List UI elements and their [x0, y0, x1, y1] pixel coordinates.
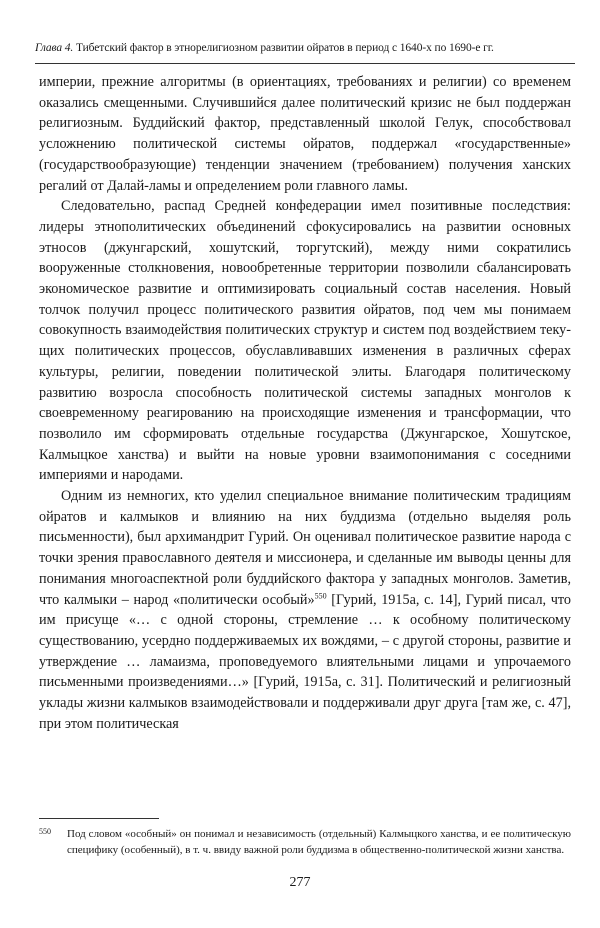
- footnote-text: Под словом «особный» он понимал и независимость (отдельный) Калмыцкого ханства, и ее политическую специфику (особенный), в т. ч. ввиду важной роли буддизма в общественно-политической жизни ханства.: [67, 828, 571, 857]
- header-divider: [35, 63, 575, 64]
- footnote-divider: [39, 818, 159, 819]
- footnote: [39, 826, 571, 859]
- footnote-number: 550: [39, 827, 51, 836]
- paragraph-1: империи, прежние алгоритмы (в ориентациях, требованиях и религии) со временем оказались смещенными. Случившийся далее политический кризис не был поддержан религиозным. Буддийский фактор, представленный школой Гелук, способствовал усложнению политической системы ойратов, поддержал «государственные» (государствообразующие) тенденции значением (требованием) получения ханских регалий от Далай-ламы и определением роли главного ламы.: [39, 74, 571, 194]
- page-number: 277: [289, 875, 311, 890]
- paragraph-3-part-1: Одним из немногих, кто уделил специальное внимание политическим традициям ойратов и калмыков и влиянию на них буддизма (отдельно выделяя роль письменности), был архимандрит Гурий. Он оценивал политическое развитие народа с точки зрения православного деятеля и миссионера, и сделанные им выводы ценны для понимания многоаспектной роли буддийского фактора у западных монголов. Заметив, что калмыки – народ «политически особый»: [39, 488, 571, 608]
- footnote-reference: 550: [314, 590, 327, 600]
- header-chapter: Глава 4.: [35, 42, 74, 54]
- main-text: [39, 72, 571, 735]
- header-title: Тибетский фактор в этнорелигиозном развитии ойратов в период с 1640-х по 1690-е гг.: [75, 42, 494, 54]
- running-header: [35, 41, 575, 55]
- paragraph-3: [39, 486, 571, 734]
- paragraph-3-part-2: [Гурий, 1915a, c. 14], Гурий писал, что им присуще «… с одной стороны, стремление … к особному политическому существованию, усердно поддерживаемых их вождями, – с другой стороны, развитие и утверждение … ламаизма, проповедуемого влиятельными лицами и упрочаемого письменными произведениями…» [Гурий, 1915a, c. 31]. Политический и религиозный уклады жизни калмыков взаимодействовали и поддерживали друг друга [там же, c. 47], при этом политическая: [39, 591, 571, 732]
- paragraph-2: Следовательно, распад Средней конфедерации имел позитивные последствия: лидеры этнополитических объединений сфокусировались на развитии основных этносов (джунгарский, хошутский, торгутский), между ними сократились вооруженные столкновения, новообретенные территории позволили сбалансировать экономическое развитие и оптимизировать социальный состав населения. Новый толчок получил процесс политического развития ойратов, под чем мы понимаем совокупность взаимодействия политических структур и систем под воздействием текущих политических процессов, обуславливавших изменения в различных сферах культуры, религии, поведении политической элиты. Благодаря политическому развитию возросла способность политической системы западных монголов к своевременному реагированию на происходящие изменения и трансформации, что позволило им сформировать отдельные государства (Джунгарское, Хошутское, Калмыцкое ханства) и выйти на новые уровни взаимопонимания с соседними империями и народами.: [39, 198, 571, 484]
